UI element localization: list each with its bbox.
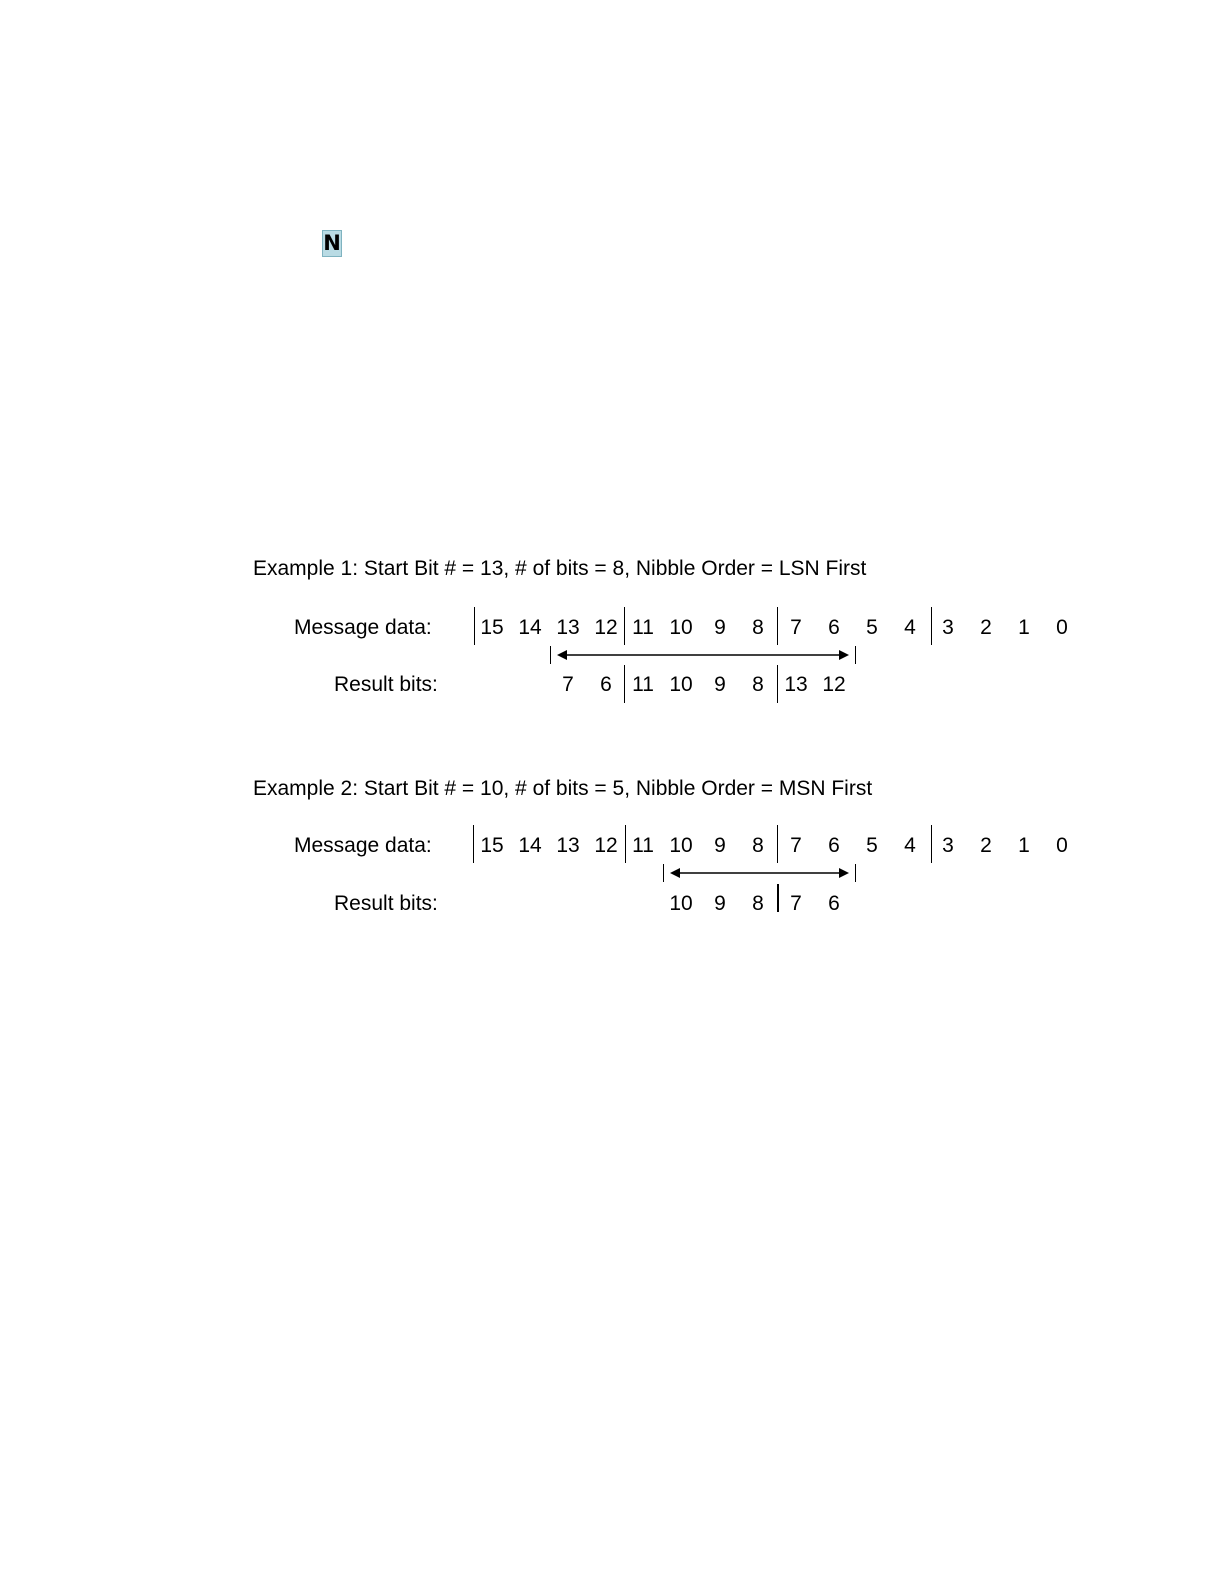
message-bit: 2 [980, 834, 992, 857]
nibble-divider [777, 884, 779, 912]
result-bit: 9 [714, 673, 726, 696]
message-bit: 13 [556, 616, 580, 639]
example-1-message-label: Message data: [294, 616, 432, 639]
nibble-divider [625, 825, 626, 863]
range-arrow-icon [668, 864, 851, 882]
nibble-divider [777, 825, 778, 863]
message-bit: 11 [632, 834, 654, 857]
message-bit: 8 [752, 616, 764, 639]
message-bit: 5 [866, 616, 878, 639]
message-bit: 10 [669, 834, 693, 857]
message-bit: 0 [1056, 616, 1068, 639]
message-bit: 14 [518, 834, 542, 857]
range-arrow-icon [555, 646, 851, 664]
result-bit: 6 [828, 892, 840, 915]
nibble-divider [474, 607, 475, 645]
message-bit: 9 [714, 834, 726, 857]
message-bit: 15 [480, 616, 504, 639]
message-bit: 3 [942, 834, 954, 857]
nibble-divider [931, 607, 932, 645]
result-bit: 6 [600, 673, 612, 696]
example-1-title: Example 1: Start Bit # = 13, # of bits = 8, Nibble Order = LSN First [253, 557, 867, 580]
message-bit: 3 [942, 616, 954, 639]
range-tick-left [550, 646, 551, 664]
result-bit: 10 [669, 892, 693, 915]
message-bit: 11 [632, 616, 654, 639]
message-bit: 7 [790, 616, 802, 639]
nibble-divider [473, 825, 474, 863]
range-tick-right [855, 646, 856, 664]
nibble-divider [624, 607, 625, 645]
message-bit: 10 [669, 616, 693, 639]
message-bit: 6 [828, 834, 840, 857]
message-bit: 4 [904, 834, 916, 857]
message-bit: 1 [1018, 616, 1030, 639]
message-bit: 7 [790, 834, 802, 857]
example-2-result-label: Result bits: [334, 892, 438, 915]
range-tick-left [663, 864, 664, 882]
message-bit: 1 [1018, 834, 1030, 857]
example-2-title: Example 2: Start Bit # = 10, # of bits = 5, Nibble Order = MSN First [253, 777, 873, 800]
message-bit: 4 [904, 616, 916, 639]
result-bit: 7 [790, 892, 802, 915]
message-bit: 15 [480, 834, 504, 857]
note-marker-icon: N [323, 231, 341, 255]
nibble-divider [624, 665, 625, 703]
example-1-result-label: Result bits: [334, 673, 438, 696]
result-bit: 12 [822, 673, 846, 696]
result-bit: 13 [784, 673, 808, 696]
result-bit: 7 [562, 673, 574, 696]
nibble-divider [931, 825, 932, 863]
result-bit: 10 [669, 673, 693, 696]
message-bit: 6 [828, 616, 840, 639]
message-bit: 0 [1056, 834, 1068, 857]
result-bit: 8 [752, 673, 764, 696]
result-bit: 9 [714, 892, 726, 915]
message-bit: 9 [714, 616, 726, 639]
result-bit: 11 [632, 673, 654, 696]
message-bit: 5 [866, 834, 878, 857]
message-bit: 14 [518, 616, 542, 639]
message-bit: 2 [980, 616, 992, 639]
message-bit: 12 [594, 616, 618, 639]
example-2-message-label: Message data: [294, 834, 432, 857]
result-bit: 8 [752, 892, 764, 915]
nibble-divider [777, 665, 778, 703]
message-bit: 12 [594, 834, 618, 857]
message-bit: 13 [556, 834, 580, 857]
nibble-divider [777, 607, 778, 645]
message-bit: 8 [752, 834, 764, 857]
range-tick-right [855, 864, 856, 882]
